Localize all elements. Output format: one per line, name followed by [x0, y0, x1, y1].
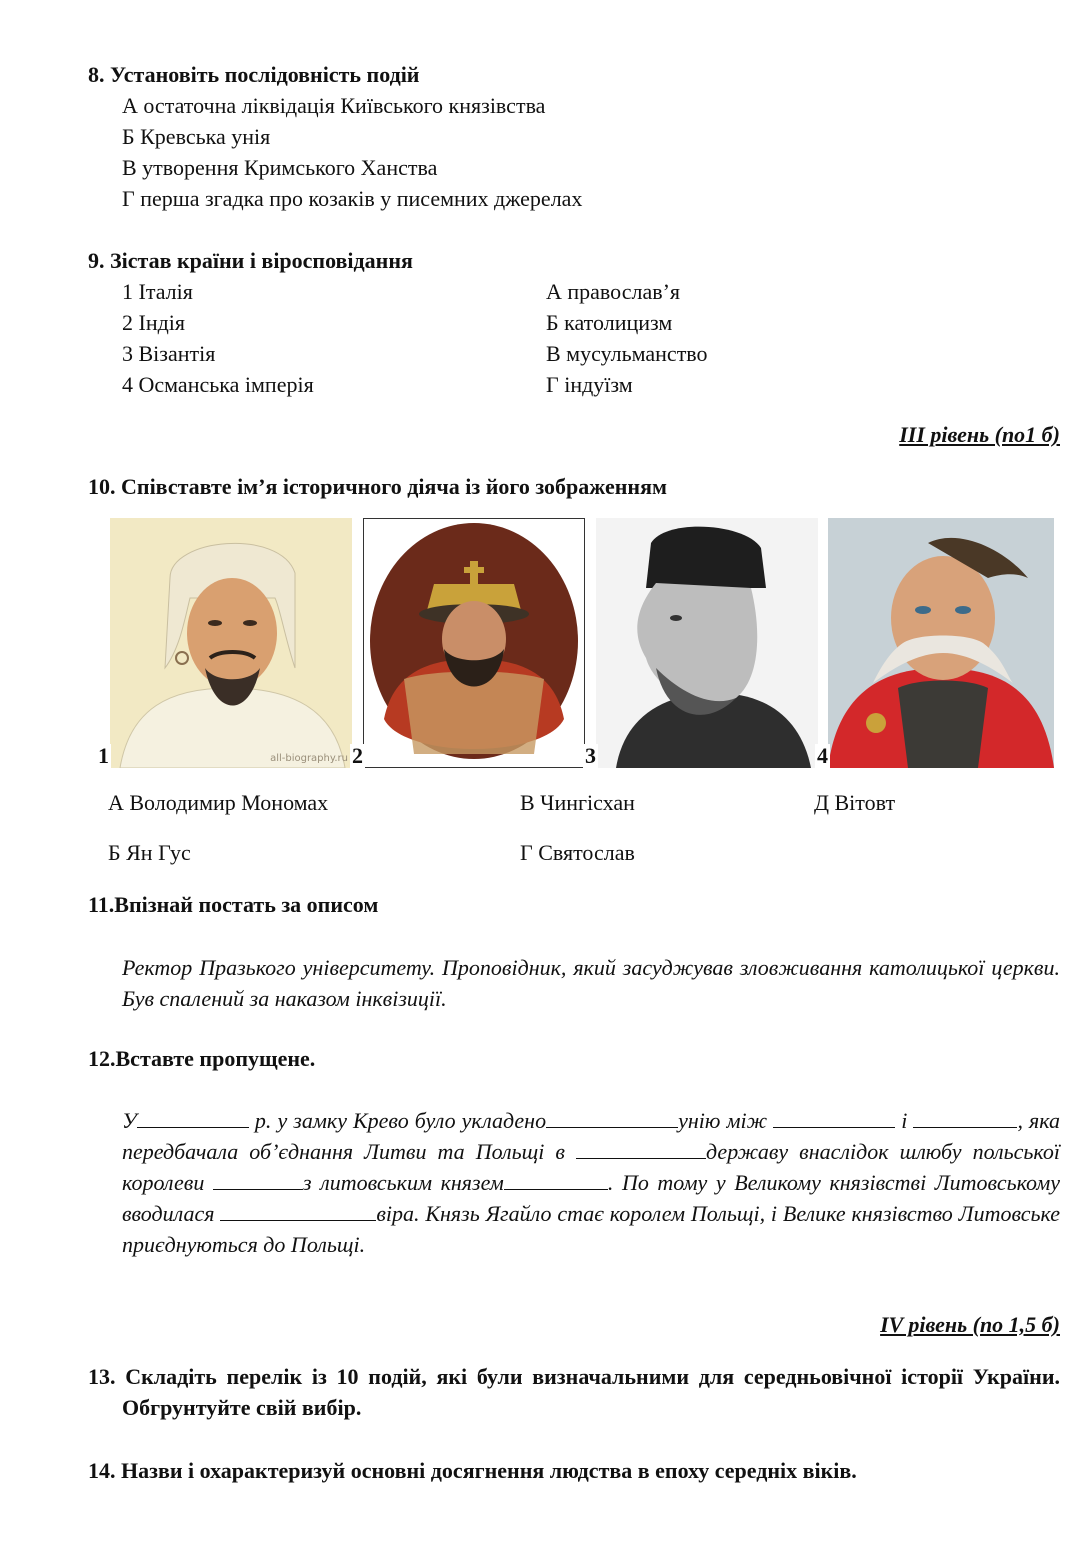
question-11-description: Ректор Празького університету. Проповідник, який засуджував зловживання католицької церкви. Був спалений за наказом інквізиції. [122, 955, 1060, 1011]
blank-field[interactable] [546, 1107, 678, 1128]
figure-option: А Володимир Мономах [108, 790, 329, 815]
blank-field[interactable] [504, 1169, 608, 1190]
country-item: 3 Візантія [122, 341, 216, 366]
gap-text: У [122, 1108, 137, 1133]
portrait-3 [596, 518, 818, 768]
portrait-number: 3 [585, 743, 596, 768]
question-12-text [122, 1105, 1060, 1260]
question-8-item: В утворення Кримського Ханства [122, 155, 438, 180]
portrait-4-image [828, 518, 1054, 768]
question-9-title: 9. Зістав країни і віросповідання [88, 248, 413, 273]
question-11-title: 11.Впізнай постать за описом [88, 892, 379, 917]
figure-option: Г Святослав [520, 840, 635, 865]
figure-option: Б Ян Гус [108, 840, 191, 865]
country-item: 1 Італія [122, 279, 193, 304]
question-8-item: А остаточна ліквідація Київського князівства [122, 93, 546, 118]
figure-option: В Чингісхан [520, 790, 635, 815]
question-8-item: Б Кревська унія [122, 124, 271, 149]
gap-text: р. у замку Крево було укладено [254, 1108, 547, 1133]
portrait-1 [110, 518, 352, 768]
question-9 [88, 245, 1058, 405]
gap-text: з литовським князем [302, 1170, 504, 1195]
blank-field[interactable] [576, 1138, 706, 1159]
portrait-row [98, 518, 1054, 770]
country-item: 2 Індія [122, 310, 186, 335]
question-8 [88, 59, 1058, 214]
portrait-number: 1 [98, 743, 109, 768]
religion-item: Б католицизм [546, 310, 673, 335]
level-3-heading: III рівень (по1 б) [899, 422, 1060, 447]
blank-field[interactable] [213, 1169, 303, 1190]
religion-item: В мусульманство [546, 341, 708, 366]
gap-text: . По тому у Великому князівстві Литовському вводилася [122, 1170, 1061, 1226]
blank-field[interactable] [137, 1107, 249, 1128]
gap-text: і [901, 1108, 908, 1133]
portrait-number: 2 [352, 743, 363, 768]
religion-item: Г індуїзм [546, 372, 633, 397]
blank-field[interactable] [773, 1107, 895, 1128]
portrait-1-image [110, 518, 352, 768]
portrait-2-image [364, 519, 584, 767]
figure-option: Д Вітовт [814, 790, 896, 815]
portrait-4 [828, 518, 1054, 768]
gap-text: віра. Князь Ягайло стає королем Польщі, і Велике князівство Литовське приєднуються до Польщі. [122, 1201, 1060, 1257]
religion-item: А православ’я [546, 279, 681, 304]
level-4-heading: IV рівень (по 1,5 б) [880, 1312, 1060, 1337]
question-12-title: 12.Вставте пропущене. [88, 1046, 316, 1071]
gap-text: , яка передбачала об’єднання Литви та Польщі в [122, 1108, 1060, 1164]
blank-field[interactable] [913, 1107, 1017, 1128]
question-14: 14. Назви і охарактеризуй основні досягнення людства в епоху середніх віків. [88, 1458, 857, 1483]
blank-field[interactable] [220, 1200, 376, 1221]
gap-text: державу внаслідок шлюбу польської королеви [122, 1139, 1060, 1195]
portrait-2 [363, 518, 585, 768]
question-8-title: 8. Установіть послідовність подій [88, 62, 420, 87]
gap-text: унію між [678, 1108, 768, 1133]
country-item: 4 Османська імперія [122, 372, 314, 397]
portrait-number: 4 [817, 743, 828, 768]
question-10-title: 10. Співставте ім’я історичного діяча із його зображенням [88, 474, 667, 499]
question-8-item: Г перша згадка про козаків у писемних джерелах [122, 186, 583, 211]
portrait-watermark: all-biography.ru [270, 753, 348, 764]
question-13: 13. Складіть перелік із 10 подій, які були визначальними для середньовічної історії України. Обгрунтуйте свій вибір. [88, 1364, 1060, 1420]
portrait-3-image [596, 518, 818, 768]
